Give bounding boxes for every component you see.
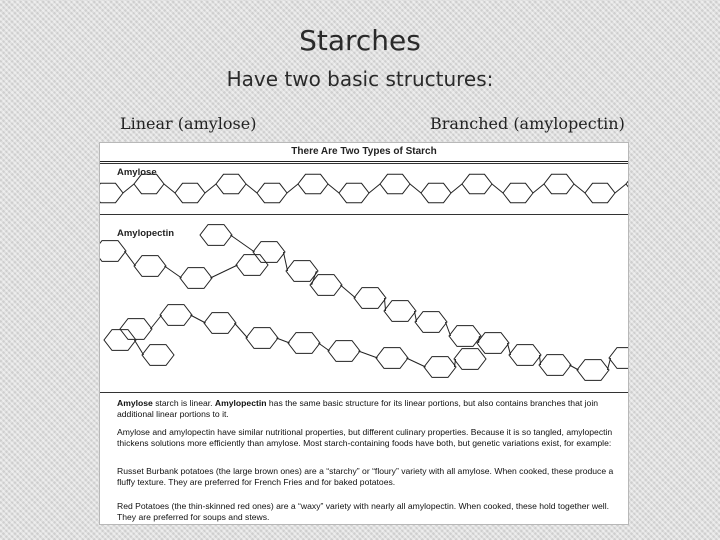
glycosidic-bond <box>369 184 380 193</box>
glucose-ring <box>104 330 136 351</box>
amylopectin-chain <box>100 225 629 381</box>
glycosidic-bond <box>533 184 544 193</box>
glycosidic-bond <box>615 184 626 193</box>
slide-title: Starches <box>299 24 421 57</box>
glucose-ring <box>384 301 416 322</box>
glycosidic-bond <box>445 322 450 336</box>
glucose-ring <box>216 174 246 193</box>
glycosidic-bond <box>328 184 339 193</box>
glucose-ring <box>477 333 509 354</box>
slide-subtitle: Have two basic structures: <box>226 67 494 91</box>
glucose-ring <box>246 328 278 349</box>
glucose-ring <box>449 326 481 347</box>
amylopectin-label: Amylopectin <box>117 228 175 239</box>
glucose-ring <box>236 255 268 276</box>
glycosidic-bond <box>150 315 161 329</box>
paragraph-properties: Amylose and amylopectin have similar nutritional properties, but different culinary properties. Because it is so tangled, amylopectin thickens solutions more efficiently than amylose. Most starch-containing foods have both, but genetic variations exist, for example: <box>117 427 613 448</box>
glycosidic-bond <box>134 340 143 355</box>
text-run: has the same basic structure for its linear portions, but also contains branches that join additional linear portions to it. <box>117 398 599 419</box>
paragraph-definition <box>117 398 622 419</box>
linear-label: Linear (amylose) <box>120 114 257 133</box>
glucose-ring <box>142 345 174 366</box>
amylose-term: Amylose <box>117 398 153 408</box>
glycosidic-bond <box>574 184 585 193</box>
glucose-ring <box>585 183 615 202</box>
amylose-chain <box>100 174 629 202</box>
text-run: starch is linear. <box>152 398 215 408</box>
glucose-ring <box>544 174 574 193</box>
glycosidic-bond <box>384 298 385 311</box>
glucose-ring <box>180 268 212 289</box>
glucose-ring <box>134 256 166 277</box>
glycosidic-bond <box>246 184 257 193</box>
glucose-ring <box>421 183 451 202</box>
glycosidic-bond <box>569 365 578 370</box>
glycosidic-bond <box>492 184 503 193</box>
glucose-ring <box>609 348 629 369</box>
glucose-ring <box>257 183 287 202</box>
glycosidic-bond <box>607 358 610 370</box>
glycosidic-bond <box>414 311 416 322</box>
glucose-ring <box>328 341 360 362</box>
glucose-ring <box>454 349 486 370</box>
glucose-ring <box>539 355 571 376</box>
glycosidic-bond <box>210 265 237 278</box>
amylose-label: Amylose <box>117 167 157 178</box>
glycosidic-bond <box>358 351 377 358</box>
glycosidic-bond <box>164 266 181 278</box>
glucose-ring <box>288 333 320 354</box>
paragraph-russet-potatoes: Russet Burbank potatoes (the large brown ones) are a “starchy” or “floury” variety with all amylose. When cooked, these produce a fluffy texture. They are preferred for French Fries and for baked potatoes. <box>117 466 614 487</box>
glycosidic-bond <box>230 235 254 252</box>
glycosidic-bond <box>234 323 247 338</box>
glucose-ring <box>298 174 328 193</box>
glucose-ring <box>424 357 456 378</box>
glycosidic-bond <box>190 315 205 323</box>
glycosidic-bond <box>451 184 462 193</box>
glycosidic-bond <box>410 184 421 193</box>
glucose-ring <box>577 360 609 381</box>
glucose-ring <box>354 288 386 309</box>
glucose-ring <box>415 312 447 333</box>
glucose-ring <box>310 275 342 296</box>
glycosidic-bond <box>340 285 355 298</box>
branched-label: Branched (amylopectin) <box>430 114 625 133</box>
glucose-ring <box>253 242 285 263</box>
glycosidic-bond <box>479 336 480 343</box>
glucose-ring <box>509 345 541 366</box>
glucose-ring <box>160 305 192 326</box>
glucose-ring <box>376 348 408 369</box>
glycosidic-bond <box>507 343 510 355</box>
figure-header: There Are Two Types of Starch <box>100 143 628 162</box>
glycosidic-bond <box>287 184 298 193</box>
glucose-ring <box>200 225 232 246</box>
glucose-ring <box>462 174 492 193</box>
amylopectin-term: Amylopectin <box>214 398 267 408</box>
glucose-ring <box>175 183 205 202</box>
glycosidic-bond <box>205 184 216 193</box>
glycosidic-bond <box>318 343 329 351</box>
glucose-ring <box>626 174 629 193</box>
paragraph-red-potatoes: Red Potatoes (the thin-skinned red ones) are a “waxy” variety with nearly all amylopectin. When cooked, these hold together well. They are preferred for soups and stews. <box>117 501 610 522</box>
glycosidic-bond <box>276 338 289 343</box>
glucose-ring <box>120 319 152 340</box>
glucose-ring <box>339 183 369 202</box>
glycosidic-bond <box>123 184 134 193</box>
glucose-ring <box>134 174 164 193</box>
glucose-ring <box>503 183 533 202</box>
glucose-ring <box>380 174 410 193</box>
glucose-ring <box>100 183 123 202</box>
glycosidic-bond <box>124 251 135 266</box>
glycosidic-bond <box>283 252 287 271</box>
glycosidic-bond <box>406 358 425 367</box>
glucose-ring <box>100 241 126 262</box>
glucose-ring <box>286 261 318 282</box>
starch-figure <box>99 142 629 525</box>
glucose-ring <box>204 313 236 334</box>
glycosidic-bond <box>164 184 175 193</box>
